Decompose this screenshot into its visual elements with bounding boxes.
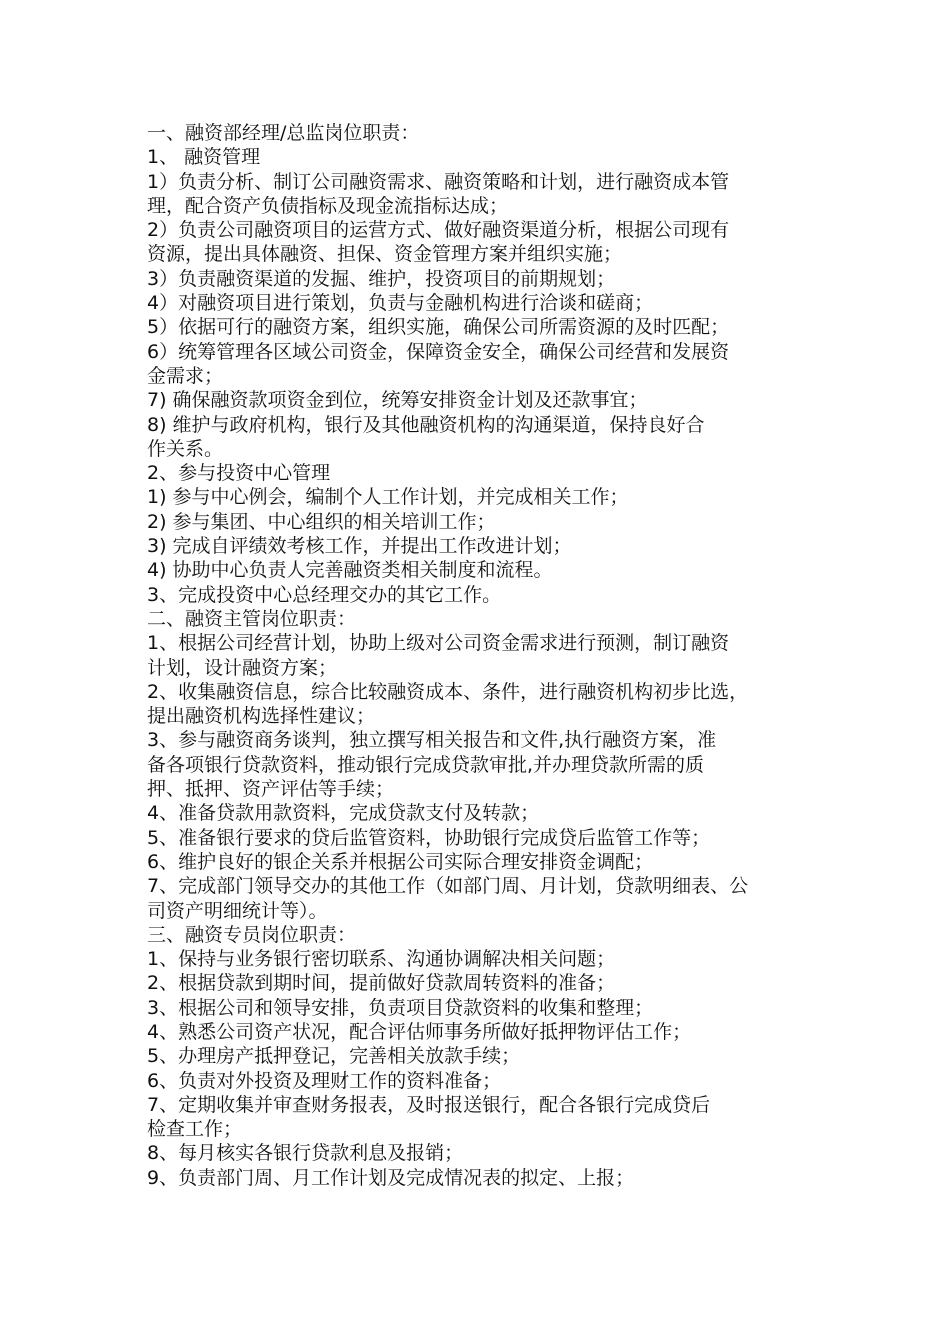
- section-heading: 一、融资部经理/总监岗位职责：: [147, 122, 420, 144]
- text-line: 8、每月核实各银行贷款利息及报销；: [147, 1142, 464, 1165]
- text-line: 提出融资机构选择性建议；: [147, 705, 376, 728]
- text-line: 6、负责对外投资及理财工作的资料准备；: [147, 1069, 502, 1092]
- subsection-heading: 2、参与投资中心管理: [147, 462, 331, 485]
- text-line: 1）负责分析、制订公司融资需求、融资策略和计划，进行融资成本管: [147, 170, 730, 193]
- text-line: 2、根据贷款到期时间，提前做好贷款周转资料的准备；: [147, 972, 616, 995]
- text-line: 计划，设计融资方案；: [147, 656, 338, 679]
- text-line: 5）依据可行的融资方案，组织实施，确保公司所需资源的及时匹配；: [147, 316, 730, 339]
- text-line: 资源，提出具体融资、担保、资金管理方案并组织实施；: [147, 243, 623, 266]
- text-line: 1、根据公司经营计划，协助上级对公司资金需求进行预测，制订融资: [147, 632, 730, 655]
- text-line: 4、熟悉公司资产状况，配合评估师事务所做好抵押物评估工作；: [147, 1020, 692, 1043]
- text-line: 3、参与融资商务谈判，独立撰写相关报告和文件,执行融资方案，准: [147, 729, 717, 752]
- section-heading: 二、融资主管岗位职责：: [147, 607, 357, 630]
- text-line: 5、办理房产抵押登记，完善相关放款手续；: [147, 1045, 521, 1068]
- text-line: 7、定期收集并审查财务报表，及时报送银行，配合各银行完成贷后: [147, 1093, 711, 1116]
- text-line: 5、准备银行要求的贷后监管资料，协助银行完成贷后监管工作等；: [147, 826, 711, 849]
- text-line: 4）对融资项目进行策划，负责与金融机构进行洽谈和磋商；: [147, 292, 654, 315]
- subsection-heading: 1、 融资管理: [147, 146, 261, 169]
- text-line: 1) 参与中心例会，编制个人工作计划，并完成相关工作；: [147, 486, 629, 509]
- text-line: 7、完成部门领导交办的其他工作（如部门周、月计划，贷款明细表、公: [147, 875, 749, 898]
- text-line: 6、维护良好的银企关系并根据公司实际合理安排资金调配；: [147, 850, 654, 873]
- section-heading: 三、融资专员岗位职责：: [147, 923, 357, 946]
- text-line: 作关系。: [147, 437, 224, 460]
- text-line: 2、收集融资信息，综合比较融资成本、条件，进行融资机构初步比选，: [147, 680, 749, 703]
- text-line: 4、准备贷款用款资料，完成贷款支付及转款；: [147, 802, 540, 825]
- text-line: 9、负责部门周、月工作计划及完成情况表的拟定、上报；: [147, 1166, 635, 1189]
- text-line: 7) 确保融资款项资金到位，统筹安排资金计划及还款事宜；: [147, 389, 648, 412]
- text-line: 1、保持与业务银行密切联系、沟通协调解决相关问题；: [147, 948, 616, 971]
- text-line: 3、根据公司和领导安排，负责项目贷款资料的收集和整理；: [147, 996, 654, 1019]
- text-line: 6）统筹管理各区域公司资金，保障资金安全，确保公司经营和发展资: [147, 340, 730, 363]
- text-line: 8) 维护与政府机构，银行及其他融资机构的沟通渠道，保持良好合: [147, 413, 705, 436]
- document-body: [147, 121, 827, 1190]
- text-line: 2) 参与集团、中心组织的相关培训工作；: [147, 510, 496, 533]
- text-line: 4) 协助中心负责人完善融资类相关制度和流程。: [147, 559, 553, 582]
- text-line: 理，配合资产负债指标及现金流指标达成；: [147, 194, 509, 217]
- text-line: 检查工作；: [147, 1118, 243, 1141]
- text-line: 金需求；: [147, 364, 224, 387]
- text-line: 3) 完成自评绩效考核工作，并提出工作改进计划；: [147, 535, 572, 558]
- text-line: 司资产明细统计等）。: [147, 899, 328, 922]
- text-line: 2）负责公司融资项目的运营方式、做好融资渠道分析，根据公司现有: [147, 219, 730, 242]
- text-line: 押、抵押、资产评估等手续；: [147, 778, 395, 801]
- text-line: 3）负责融资渠道的发掘、维护，投资项目的前期规划；: [147, 267, 616, 290]
- text-line: 备各项银行贷款资料，推动银行完成贷款审批,并办理贷款所需的质: [147, 753, 705, 776]
- subsection-heading: 3、完成投资中心总经理交办的其它工作。: [147, 583, 502, 606]
